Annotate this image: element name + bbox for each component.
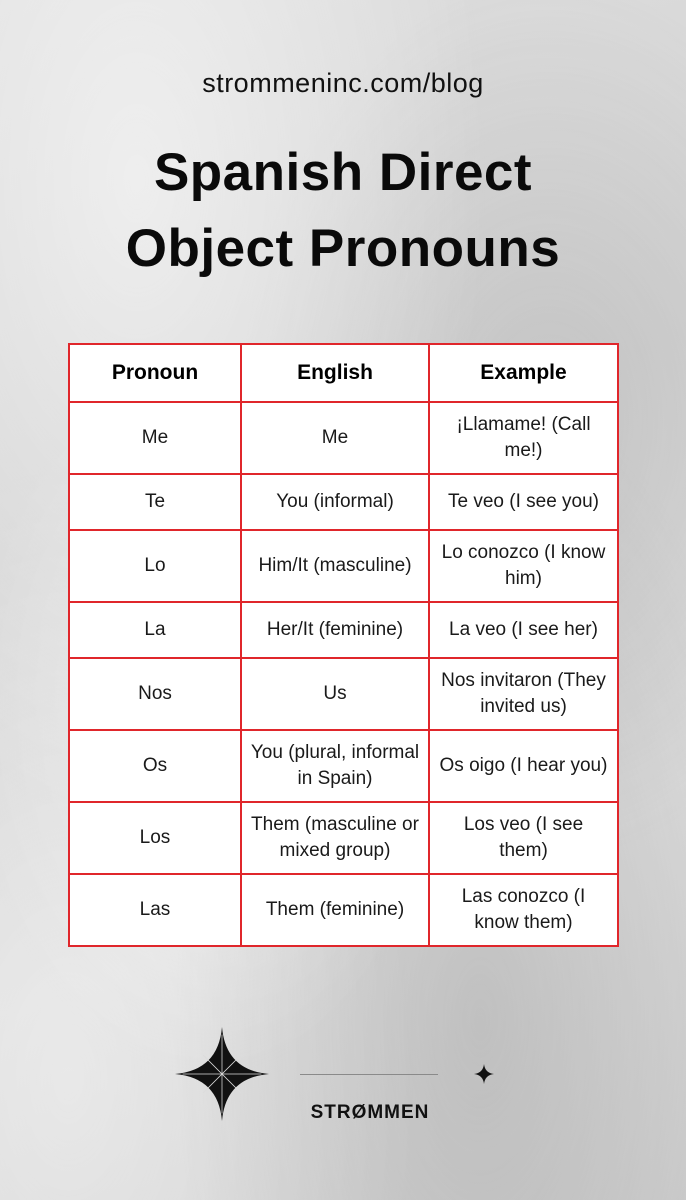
cell-pronoun: Os: [69, 730, 241, 802]
cell-pronoun: Los: [69, 802, 241, 874]
cell-english: Them (feminine): [241, 874, 429, 946]
table-row: [69, 602, 618, 658]
page-title: [0, 135, 686, 287]
cell-english: Him/It (masculine): [241, 530, 429, 602]
cell-pronoun: Me: [69, 402, 241, 474]
cell-example: Os oigo (I hear you): [429, 730, 618, 802]
footer-divider: [300, 1074, 438, 1075]
cell-example: ¡Llamame! (Call me!): [429, 402, 618, 474]
site-url: strommeninc.com/blog: [202, 68, 484, 98]
cell-english: Me: [241, 402, 429, 474]
table-row: [69, 530, 618, 602]
cell-example: Nos invitaron (They invited us): [429, 658, 618, 730]
column-header-pronoun: Pronoun: [69, 344, 241, 402]
table-row: [69, 474, 618, 530]
table-row: [69, 658, 618, 730]
cell-example: Lo conozco (I know him): [429, 530, 618, 602]
cell-pronoun: Lo: [69, 530, 241, 602]
table-row: [69, 402, 618, 474]
cell-english: Her/It (feminine): [241, 602, 429, 658]
cell-pronoun: Nos: [69, 658, 241, 730]
cell-pronoun: La: [69, 602, 241, 658]
cell-example: Las conozco (I know them): [429, 874, 618, 946]
cell-example: La veo (I see her): [429, 602, 618, 658]
cell-english: Us: [241, 658, 429, 730]
cell-example: Te veo (I see you): [429, 474, 618, 530]
table-header-row: [69, 344, 618, 402]
cell-english: You (plural, informal in Spain): [241, 730, 429, 802]
title-line-1: Spanish Direct: [153, 143, 533, 202]
column-header-example: Example: [429, 344, 618, 402]
table-row: [69, 730, 618, 802]
small-star-icon: [474, 1064, 494, 1084]
brand-wordmark: STRØMMEN: [310, 1102, 430, 1123]
cell-pronoun: Las: [69, 874, 241, 946]
cell-english: You (informal): [241, 474, 429, 530]
cell-example: Los veo (I see them): [429, 802, 618, 874]
table-row: [69, 802, 618, 874]
cell-pronoun: Te: [69, 474, 241, 530]
table-row: [69, 874, 618, 946]
pronoun-table: [68, 343, 619, 947]
column-header-english: English: [241, 344, 429, 402]
title-line-2: Object Pronouns: [125, 219, 561, 278]
cell-english: Them (masculine or mixed group): [241, 802, 429, 874]
